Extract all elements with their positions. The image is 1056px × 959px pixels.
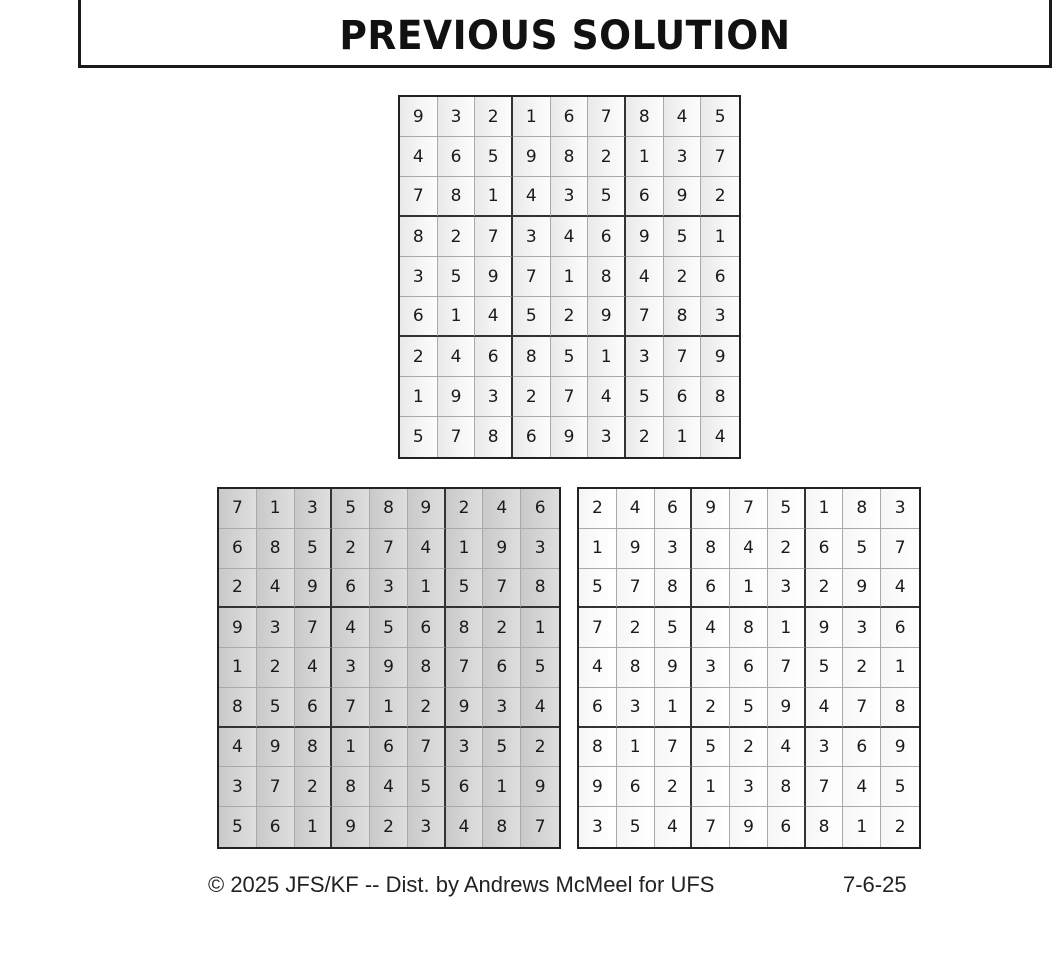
sudoku-cell: 2 [475,97,513,137]
sudoku-cell: 8 [446,608,484,648]
sudoku-cell: 4 [483,489,521,529]
sudoku-cell: 3 [730,767,768,807]
sudoku-cell: 8 [295,728,333,768]
sudoku-cell: 5 [257,688,295,728]
sudoku-cell: 1 [655,688,693,728]
sudoku-cell: 3 [843,608,881,648]
sudoku-cell: 3 [655,529,693,569]
sudoku-cell: 1 [400,377,438,417]
sudoku-cell: 5 [332,489,370,529]
sudoku-cell: 6 [617,767,655,807]
sudoku-cell: 9 [881,728,919,768]
sudoku-cell: 8 [475,417,513,457]
sudoku-cell: 4 [513,177,551,217]
sudoku-cell: 5 [881,767,919,807]
sudoku-cell: 2 [257,648,295,688]
sudoku-cell: 5 [701,97,739,137]
sudoku-cell: 1 [664,417,702,457]
sudoku-cell: 2 [446,489,484,529]
sudoku-cell: 7 [400,177,438,217]
sudoku-cell: 3 [551,177,589,217]
sudoku-cell: 4 [692,608,730,648]
sudoku-cell: 6 [483,648,521,688]
sudoku-cell: 8 [551,137,589,177]
sudoku-cell: 3 [332,648,370,688]
sudoku-cell: 7 [655,728,693,768]
sudoku-cell: 8 [588,257,626,297]
sudoku-cell: 3 [408,807,446,847]
sudoku-cell: 4 [664,97,702,137]
sudoku-cell: 8 [617,648,655,688]
sudoku-cell: 2 [483,608,521,648]
sudoku-cell: 5 [617,807,655,847]
sudoku-cell: 2 [806,569,844,609]
sudoku-cell: 2 [655,767,693,807]
sudoku-cell: 2 [513,377,551,417]
sudoku-cell: 4 [843,767,881,807]
sudoku-cell: 8 [483,807,521,847]
sudoku-grid-bottom-left [217,487,561,849]
sudoku-grid-bottom-right [577,487,921,849]
sudoku-cell: 9 [843,569,881,609]
sudoku-cell: 3 [881,489,919,529]
sudoku-cell: 9 [692,489,730,529]
title-banner [78,0,1052,68]
sudoku-cell: 5 [295,529,333,569]
sudoku-cell: 6 [257,807,295,847]
sudoku-cell: 1 [843,807,881,847]
sudoku-cell: 4 [257,569,295,609]
sudoku-cell: 9 [295,569,333,609]
sudoku-cell: 3 [446,728,484,768]
sudoku-cell: 1 [446,529,484,569]
sudoku-cell: 3 [664,137,702,177]
sudoku-cell: 5 [626,377,664,417]
sudoku-cell: 6 [692,569,730,609]
sudoku-cell: 8 [513,337,551,377]
sudoku-cell: 9 [513,137,551,177]
sudoku-cell: 5 [588,177,626,217]
sudoku-cell: 4 [730,529,768,569]
sudoku-cell: 5 [692,728,730,768]
sudoku-cell: 7 [806,767,844,807]
sudoku-cell: 7 [768,648,806,688]
sudoku-cell: 5 [483,728,521,768]
sudoku-cell: 5 [446,569,484,609]
sudoku-cell: 6 [881,608,919,648]
sudoku-cell: 7 [408,728,446,768]
sudoku-cell: 2 [295,767,333,807]
sudoku-cell: 2 [881,807,919,847]
sudoku-cell: 7 [219,489,257,529]
sudoku-cell: 3 [513,217,551,257]
sudoku-cell: 8 [438,177,476,217]
sudoku-cell: 1 [475,177,513,217]
sudoku-cell: 1 [768,608,806,648]
sudoku-cell: 8 [521,569,559,609]
sudoku-cell: 4 [295,648,333,688]
sudoku-cell: 1 [701,217,739,257]
sudoku-cell: 7 [295,608,333,648]
sudoku-cell: 1 [881,648,919,688]
sudoku-cell: 6 [730,648,768,688]
sudoku-cell: 8 [664,297,702,337]
sudoku-cell: 3 [370,569,408,609]
sudoku-cell: 2 [332,529,370,569]
sudoku-cell: 9 [664,177,702,217]
sudoku-cell: 1 [521,608,559,648]
sudoku-cell: 9 [400,97,438,137]
sudoku-cell: 5 [551,337,589,377]
sudoku-cell: 8 [257,529,295,569]
sudoku-cell: 8 [806,807,844,847]
sudoku-cell: 5 [806,648,844,688]
sudoku-cell: 4 [370,767,408,807]
sudoku-cell: 7 [370,529,408,569]
sudoku-cell: 7 [730,489,768,529]
sudoku-cell: 4 [626,257,664,297]
sudoku-cell: 6 [446,767,484,807]
sudoku-cell: 1 [513,97,551,137]
sudoku-cell: 5 [730,688,768,728]
sudoku-cell: 4 [446,807,484,847]
sudoku-cell: 5 [521,648,559,688]
sudoku-cell: 8 [701,377,739,417]
sudoku-cell: 2 [588,137,626,177]
sudoku-cell: 9 [521,767,559,807]
sudoku-cell: 6 [219,529,257,569]
sudoku-cell: 5 [655,608,693,648]
sudoku-cell: 3 [219,767,257,807]
sudoku-cell: 8 [408,648,446,688]
sudoku-cell: 3 [588,417,626,457]
sudoku-cell: 4 [332,608,370,648]
footer [208,872,928,898]
sudoku-cell: 1 [219,648,257,688]
sudoku-cell: 3 [475,377,513,417]
sudoku-cell: 3 [483,688,521,728]
sudoku-cell: 7 [446,648,484,688]
sudoku-cell: 7 [617,569,655,609]
copyright-text: © 2025 JFS/KF -- Dist. by Andrews McMeel for UFS [208,872,715,897]
sudoku-cell: 6 [438,137,476,177]
sudoku-cell: 8 [655,569,693,609]
sudoku-cell: 2 [692,688,730,728]
sudoku-cell: 5 [370,608,408,648]
sudoku-cell: 7 [438,417,476,457]
sudoku-cell: 4 [617,489,655,529]
sudoku-cell: 4 [219,728,257,768]
sudoku-cell: 1 [408,569,446,609]
sudoku-cell: 3 [806,728,844,768]
sudoku-cell: 1 [551,257,589,297]
sudoku-cell: 9 [655,648,693,688]
sudoku-cell: 6 [475,337,513,377]
sudoku-cell: 9 [701,337,739,377]
sudoku-cell: 3 [617,688,655,728]
sudoku-cell: 4 [588,377,626,417]
sudoku-cell: 9 [370,648,408,688]
sudoku-cell: 3 [257,608,295,648]
sudoku-cell: 6 [579,688,617,728]
sudoku-cell: 9 [617,529,655,569]
sudoku-cell: 4 [579,648,617,688]
sudoku-cell: 4 [768,728,806,768]
sudoku-cell: 5 [513,297,551,337]
sudoku-cell: 8 [400,217,438,257]
sudoku-cell: 4 [806,688,844,728]
sudoku-cell: 6 [806,529,844,569]
sudoku-cell: 6 [588,217,626,257]
sudoku-cell: 2 [551,297,589,337]
sudoku-cell: 1 [626,137,664,177]
sudoku-cell: 4 [400,137,438,177]
sudoku-cell: 9 [332,807,370,847]
sudoku-cell: 1 [438,297,476,337]
sudoku-cell: 6 [655,489,693,529]
sudoku-cell: 3 [295,489,333,529]
sudoku-cell: 8 [768,767,806,807]
sudoku-cell: 5 [843,529,881,569]
sudoku-cell: 7 [588,97,626,137]
sudoku-cell: 6 [400,297,438,337]
sudoku-cell: 2 [701,177,739,217]
sudoku-cell: 4 [475,297,513,337]
sudoku-cell: 6 [843,728,881,768]
sudoku-cell: 6 [664,377,702,417]
sudoku-cell: 9 [219,608,257,648]
sudoku-cell: 9 [579,767,617,807]
sudoku-cell: 6 [551,97,589,137]
sudoku-cell: 7 [475,217,513,257]
sudoku-cell: 7 [664,337,702,377]
sudoku-cell: 6 [768,807,806,847]
sudoku-cell: 2 [626,417,664,457]
sudoku-cell: 7 [332,688,370,728]
sudoku-cell: 7 [701,137,739,177]
sudoku-cell: 5 [408,767,446,807]
sudoku-cell: 3 [692,648,730,688]
sudoku-cell: 8 [843,489,881,529]
sudoku-cell: 1 [332,728,370,768]
page-title: PREVIOUS SOLUTION [339,12,791,59]
sudoku-cell: 5 [400,417,438,457]
sudoku-cell: 9 [551,417,589,457]
sudoku-cell: 3 [626,337,664,377]
sudoku-cell: 1 [806,489,844,529]
sudoku-cell: 6 [370,728,408,768]
sudoku-cell: 4 [655,807,693,847]
sudoku-cell: 4 [521,688,559,728]
sudoku-cell: 2 [843,648,881,688]
sudoku-cell: 2 [730,728,768,768]
sudoku-cell: 2 [400,337,438,377]
sudoku-cell: 1 [730,569,768,609]
sudoku-cell: 7 [579,608,617,648]
sudoku-cell: 4 [408,529,446,569]
sudoku-cell: 8 [730,608,768,648]
sudoku-grid-top [398,95,741,459]
sudoku-cell: 2 [438,217,476,257]
sudoku-cell: 2 [219,569,257,609]
sudoku-cell: 2 [768,529,806,569]
sudoku-cell: 9 [257,728,295,768]
sudoku-cell: 5 [579,569,617,609]
sudoku-cell: 7 [483,569,521,609]
sudoku-cell: 8 [881,688,919,728]
sudoku-cell: 6 [701,257,739,297]
sudoku-cell: 2 [579,489,617,529]
sudoku-cell: 9 [475,257,513,297]
sudoku-cell: 3 [701,297,739,337]
sudoku-cell: 1 [617,728,655,768]
sudoku-cell: 1 [295,807,333,847]
sudoku-cell: 4 [881,569,919,609]
sudoku-cell: 1 [370,688,408,728]
sudoku-cell: 2 [617,608,655,648]
sudoku-cell: 3 [768,569,806,609]
sudoku-cell: 5 [438,257,476,297]
publish-date: 7-6-25 [843,872,907,897]
sudoku-cell: 3 [438,97,476,137]
sudoku-cell: 5 [768,489,806,529]
sudoku-cell: 4 [551,217,589,257]
sudoku-cell: 5 [219,807,257,847]
sudoku-cell: 7 [513,257,551,297]
sudoku-cell: 2 [664,257,702,297]
sudoku-cell: 6 [408,608,446,648]
sudoku-cell: 5 [664,217,702,257]
sudoku-cell: 5 [475,137,513,177]
sudoku-cell: 9 [588,297,626,337]
sudoku-cell: 7 [692,807,730,847]
sudoku-cell: 3 [400,257,438,297]
sudoku-cell: 9 [806,608,844,648]
sudoku-cell: 9 [438,377,476,417]
sudoku-cell: 9 [730,807,768,847]
sudoku-cell: 8 [626,97,664,137]
sudoku-cell: 6 [332,569,370,609]
sudoku-cell: 1 [692,767,730,807]
sudoku-cell: 4 [438,337,476,377]
sudoku-cell: 6 [521,489,559,529]
sudoku-cell: 6 [295,688,333,728]
sudoku-cell: 9 [768,688,806,728]
sudoku-cell: 7 [551,377,589,417]
sudoku-cell: 1 [257,489,295,529]
sudoku-cell: 2 [408,688,446,728]
sudoku-cell: 1 [588,337,626,377]
sudoku-cell: 9 [483,529,521,569]
sudoku-cell: 7 [881,529,919,569]
sudoku-cell: 8 [579,728,617,768]
sudoku-cell: 7 [521,807,559,847]
sudoku-cell: 1 [579,529,617,569]
sudoku-cell: 9 [626,217,664,257]
sudoku-cell: 1 [483,767,521,807]
sudoku-cell: 7 [843,688,881,728]
sudoku-cell: 2 [370,807,408,847]
sudoku-cell: 7 [626,297,664,337]
sudoku-cell: 3 [521,529,559,569]
sudoku-cell: 2 [521,728,559,768]
sudoku-cell: 8 [692,529,730,569]
sudoku-cell: 8 [370,489,408,529]
sudoku-cell: 3 [579,807,617,847]
sudoku-cell: 8 [332,767,370,807]
sudoku-cell: 4 [701,417,739,457]
sudoku-cell: 8 [219,688,257,728]
sudoku-cell: 6 [626,177,664,217]
sudoku-cell: 9 [408,489,446,529]
sudoku-cell: 6 [513,417,551,457]
sudoku-cell: 9 [446,688,484,728]
sudoku-cell: 7 [257,767,295,807]
